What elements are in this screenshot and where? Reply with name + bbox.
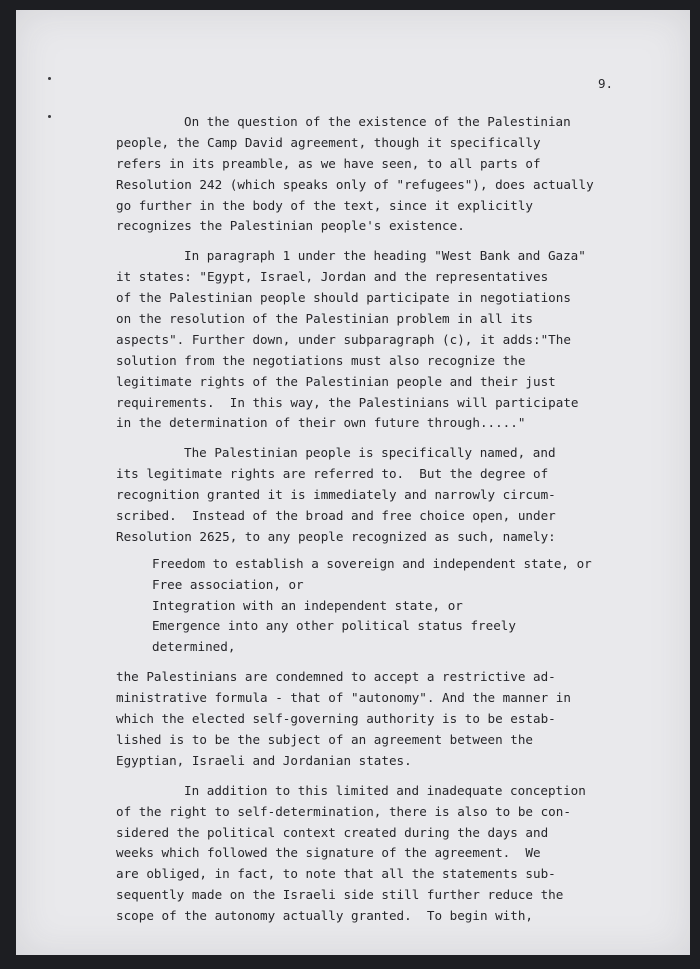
document-page <box>16 10 690 955</box>
list-item: Integration with an independent state, or <box>152 597 463 613</box>
text-line: sequently made on the Israeli side still further reduce the <box>116 887 564 903</box>
text-line: are obliged, in fact, to note that all the statements sub- <box>116 866 556 882</box>
page-number: 9. <box>598 76 614 91</box>
paragraph-2 <box>116 246 676 434</box>
text-line: people, the Camp David agreement, though it specifically <box>116 134 541 150</box>
text-line: in the determination of their own future through....." <box>116 415 526 431</box>
list-item: Emergence into any other political status freely <box>152 618 516 634</box>
text-line: go further in the body of the text, since it explicitly <box>116 197 534 213</box>
paragraph-3 <box>116 443 676 547</box>
text-line: aspects". Further down, under subparagraph (c), it adds:"The <box>116 331 571 347</box>
text-line: weeks which followed the signature of the agreement. We <box>116 845 541 861</box>
text-line: recognition granted it is immediately and narrowly circum- <box>116 487 556 503</box>
typed-body <box>116 112 676 927</box>
text-line: In paragraph 1 under the heading "West Bank and Gaza" <box>184 248 586 264</box>
text-line: the Palestinians are condemned to accept a restrictive ad- <box>116 669 556 685</box>
paragraph-4 <box>116 667 676 771</box>
list-item: determined, <box>152 639 236 655</box>
list-item: Freedom to establish a sovereign and independent state, or <box>152 555 592 571</box>
text-line: scope of the autonomy actually granted. To begin with, <box>116 908 534 924</box>
text-line: its legitimate rights are referred to. But the degree of <box>116 466 549 482</box>
text-line: of the Palestinian people should participate in negotiations <box>116 290 571 306</box>
text-line: solution from the negotiations must also recognize the <box>116 352 526 368</box>
text-line: On the question of the existence of the Palestinian <box>184 114 571 129</box>
text-line: legitimate rights of the Palestinian people and their just <box>116 373 556 389</box>
text-line: sidered the political context created during the days and <box>116 824 549 840</box>
text-line: In addition to this limited and inadequate conception <box>184 782 586 798</box>
text-line: of the right to self-determination, there is also to be con- <box>116 803 571 819</box>
text-line: on the resolution of the Palestinian problem in all its <box>116 311 534 327</box>
text-line: ministrative formula - that of "autonomy". And the manner in <box>116 690 571 706</box>
text-line: which the elected self-governing authority is to be estab- <box>116 711 556 727</box>
text-line: Resolution 242 (which speaks only of "refugees"), does actually <box>116 176 594 192</box>
text-line: scribed. Instead of the broad and free choice open, under <box>116 508 556 524</box>
paper-speck <box>48 115 51 118</box>
list-item: Free association, or <box>152 576 304 592</box>
text-line: it states: "Egypt, Israel, Jordan and the representatives <box>116 269 549 285</box>
text-line: refers in its preamble, as we have seen, to all parts of <box>116 155 541 171</box>
text-line: Egyptian, Israeli and Jordanian states. <box>116 752 412 768</box>
text-line: requirements. In this way, the Palestinians will participate <box>116 394 579 410</box>
text-line: recognizes the Palestinian people's existence. <box>116 218 465 234</box>
self-determination-options-list <box>116 554 676 658</box>
paragraph-5 <box>116 781 676 927</box>
text-line: lished is to be the subject of an agreement between the <box>116 731 534 747</box>
text-line: Resolution 2625, to any people recognized as such, namely: <box>116 528 556 544</box>
paper-speck <box>48 77 51 80</box>
text-line: The Palestinian people is specifically named, and <box>184 445 556 461</box>
paragraph-1 <box>116 112 676 237</box>
